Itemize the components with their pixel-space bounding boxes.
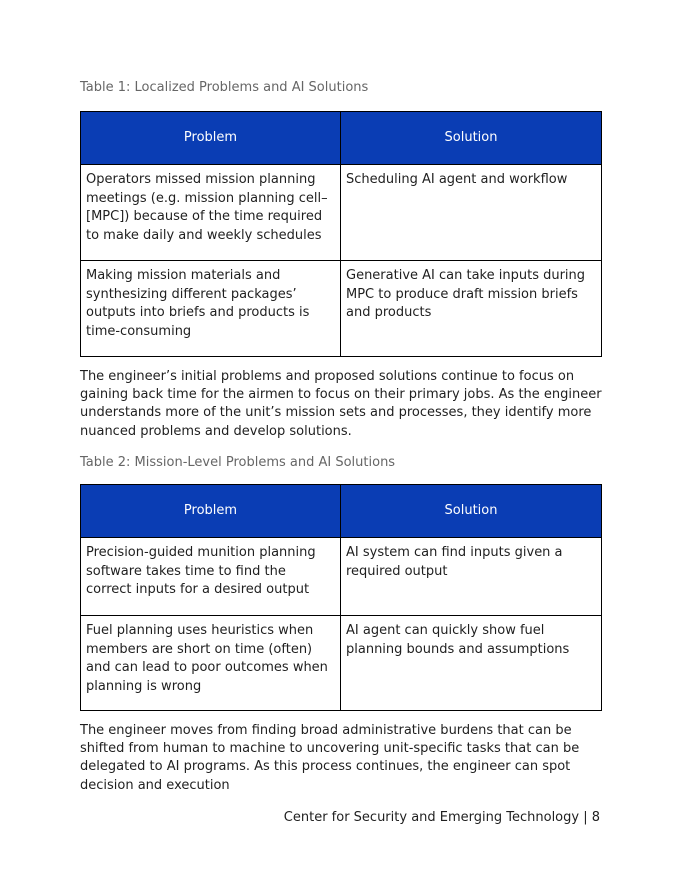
table2-caption: Table 2: Mission-Level Problems and AI Solutions xyxy=(80,455,396,470)
page-footer: Center for Security and Emerging Technology | 8 xyxy=(283,810,600,825)
table1-row2-solution: Generative AI can take inputs during MPC to produce draft mission briefs and products xyxy=(341,261,602,357)
table-row xyxy=(81,261,602,357)
table-row xyxy=(81,616,602,711)
table1-row2-problem: Making mission materials and synthesizing different packages’ outputs into briefs and products is time-consuming xyxy=(81,261,341,357)
table-row xyxy=(81,165,602,261)
table1 xyxy=(80,111,602,357)
table2-row1-solution: AI system can find inputs given a required output xyxy=(341,538,602,616)
table2-row2-solution: AI agent can quickly show fuel planning bounds and assumptions xyxy=(341,616,602,711)
table-row xyxy=(81,538,602,616)
table1-caption: Table 1: Localized Problems and AI Solutions xyxy=(80,80,369,95)
table1-header-solution: Solution xyxy=(341,112,602,165)
table2 xyxy=(80,484,602,711)
table1-header-row xyxy=(81,112,602,165)
table2-header-problem: Problem xyxy=(81,485,341,538)
body-paragraph-2: The engineer moves from finding broad administrative burdens that can be shifted from human to machine to uncovering unit-specific tasks that can be delegated to AI programs. As this process continues, the engineer can spot decision and execution xyxy=(80,723,580,793)
table1-row1-problem: Operators missed mission planning meetings (e.g. mission planning cell–[MPC]) because of the time required to make daily and weekly schedules xyxy=(81,165,341,261)
table2-row1-problem: Precision-guided munition planning software takes time to find the correct inputs for a desired output xyxy=(81,538,341,616)
table2-row2-problem: Fuel planning uses heuristics when members are short on time (often) and can lead to poor outcomes when planning is wrong xyxy=(81,616,341,711)
table1-header-problem: Problem xyxy=(81,112,341,165)
table2-header-row xyxy=(81,485,602,538)
table1-row1-solution: Scheduling AI agent and workflow xyxy=(341,165,602,261)
table2-header-solution: Solution xyxy=(341,485,602,538)
body-paragraph-1: The engineer’s initial problems and proposed solutions continue to focus on gaining back time for the airmen to focus on their primary jobs. As the engineer understands more of the unit’s mission sets and processes, they identify more nuanced problems and develop solutions. xyxy=(80,369,602,439)
